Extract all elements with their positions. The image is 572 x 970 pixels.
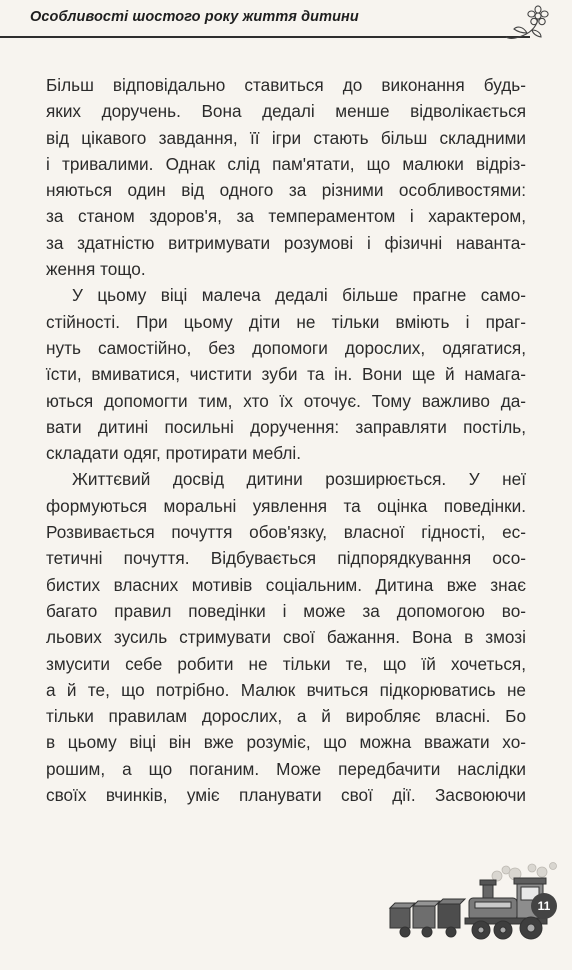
- text-line: вати дитині посильні доручення: заправляти постіль,: [46, 416, 526, 437]
- paragraph-1: [46, 72, 526, 282]
- text-line: льових зусиль стримувати свої бажання. Вона в змозі: [46, 627, 526, 648]
- text-line: а й те, що потрібно. Малюк вчиться підкорюватись не: [46, 679, 526, 700]
- text-line: складати одяг, протирати меблі.: [46, 443, 301, 464]
- text-line: Більш відповідально ставиться до виконання будь-: [46, 75, 526, 95]
- text-line: ження тощо.: [46, 259, 146, 280]
- text-line: яких доручень. Вона дедалі менше відволікається: [46, 101, 526, 122]
- text-line: своїх вчинків, уміє планувати свої дії. Засвоюючи: [46, 785, 526, 806]
- text-line: У цьому віці малеча дедалі більше прагне само-: [72, 285, 526, 306]
- text-line: тільки правилам дорослих, а й виробляє власні. Бо: [46, 706, 526, 727]
- text-line: за станом здоров'я, за темпераментом і характером,: [46, 206, 526, 227]
- text-line: рошим, а що поганим. Може передбачити наслідки: [46, 758, 526, 779]
- paragraph-2: [46, 282, 526, 466]
- text-line: ються допомогти тим, хто їх оточує. Тому важливо да-: [46, 390, 526, 411]
- text-line: формуються моральні уявлення та оцінка поведінки.: [46, 495, 526, 516]
- text-line: тетичні почуття. Відбувається підпорядкування осо-: [46, 548, 526, 569]
- text-line: і тривалими. Однак слід пам'ятати, що малюки відріз-: [46, 153, 526, 174]
- paragraph-3: [46, 466, 526, 808]
- text-line: їсти, вмиватися, чистити зуби та ін. Вони ще й намага-: [46, 364, 526, 385]
- text-line: за здатністю витримувати розумові і фізичні наванта-: [46, 232, 526, 253]
- blocks-icon: [390, 899, 465, 928]
- text-line: Розвивається почуття обов'язку, власної гідності, ес-: [46, 522, 526, 543]
- text-line: багато правил поведінки і може за допомогою во-: [46, 600, 526, 621]
- text-line: нуть самостійно, без допомоги дорослих, одягатися,: [46, 337, 526, 358]
- text-line: Життєвий досвід дитини розширюється. У неї: [72, 469, 526, 490]
- running-title: Особливості шостого року життя дитини: [30, 9, 359, 25]
- text-line: змусити себе робити не тільки те, що їй хочеться,: [46, 653, 526, 674]
- page-number-badge: 11: [531, 893, 557, 919]
- header-rule: [0, 36, 530, 38]
- page-header: [0, 0, 572, 48]
- text-line: в цьому віці він вже розуміє, що можна вважати хо-: [46, 732, 526, 753]
- text-line: від цікавого завдання, її ігри стають більш складними: [46, 127, 526, 148]
- text-line: стійності. При цьому діти не тільки вміють і праг-: [46, 311, 526, 332]
- flower-icon: [505, 4, 565, 48]
- text-line: бистих власних мотивів соціальним. Дитина вже знає: [46, 574, 526, 595]
- body-text: [46, 72, 526, 808]
- text-line: няються один від одного за різними особливостями:: [46, 180, 526, 201]
